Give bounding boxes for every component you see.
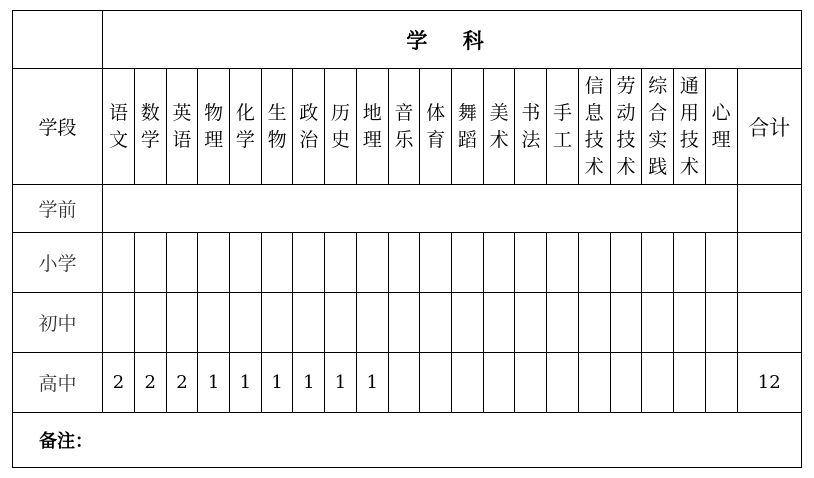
subject-header: 手 工	[547, 69, 579, 185]
value-cell	[642, 233, 674, 293]
value-cell	[483, 353, 515, 413]
value-cell: 2	[166, 353, 198, 413]
value-cell	[547, 353, 579, 413]
subject-header: 地 理	[356, 69, 388, 185]
value-cell	[388, 293, 420, 353]
value-cell	[293, 233, 325, 293]
value-cell	[483, 293, 515, 353]
subject-header: 信 息 技 术	[578, 69, 610, 185]
table-row	[13, 185, 802, 233]
value-cell	[388, 233, 420, 293]
value-cell	[674, 293, 706, 353]
value-cell	[325, 233, 357, 293]
total-header: 合计	[737, 69, 802, 185]
value-cell: 1	[293, 353, 325, 413]
value-cell	[705, 293, 737, 353]
stage-cell: 小学	[13, 233, 103, 293]
value-cell	[610, 353, 642, 413]
value-cell: 1	[325, 353, 357, 413]
value-cell: 1	[230, 353, 262, 413]
stage-cell: 高中	[13, 353, 103, 413]
value-cell	[515, 293, 547, 353]
subject-header: 语 文	[103, 69, 135, 185]
value-cell	[642, 293, 674, 353]
value-cell	[103, 293, 135, 353]
value-cell	[547, 233, 579, 293]
subject-header: 通 用 技 术	[674, 69, 706, 185]
value-cell	[420, 293, 452, 353]
merged-cell	[103, 185, 737, 233]
subject-header: 化 学	[230, 69, 262, 185]
subject-header: 生 物	[261, 69, 293, 185]
value-cell	[103, 233, 135, 293]
value-cell	[578, 353, 610, 413]
value-cell	[578, 233, 610, 293]
value-cell	[610, 233, 642, 293]
subject-table	[12, 10, 802, 468]
table-row	[13, 233, 802, 293]
value-cell: 2	[103, 353, 135, 413]
value-cell	[134, 233, 166, 293]
value-cell: 1	[261, 353, 293, 413]
value-cell: 1	[356, 353, 388, 413]
value-cell	[547, 293, 579, 353]
corner-cell	[13, 11, 103, 69]
subject-header: 音 乐	[388, 69, 420, 185]
value-cell	[356, 293, 388, 353]
value-cell	[610, 293, 642, 353]
subject-header: 体 育	[420, 69, 452, 185]
table-row	[13, 353, 802, 413]
value-cell	[578, 293, 610, 353]
total-cell	[737, 185, 802, 233]
table-row	[13, 293, 802, 353]
value-cell: 2	[134, 353, 166, 413]
value-cell	[261, 233, 293, 293]
value-cell	[452, 293, 484, 353]
value-cell	[420, 233, 452, 293]
value-cell	[674, 233, 706, 293]
stage-cell: 初中	[13, 293, 103, 353]
value-cell	[293, 293, 325, 353]
value-cell	[452, 353, 484, 413]
value-cell	[166, 233, 198, 293]
value-cell	[674, 353, 706, 413]
value-cell	[420, 353, 452, 413]
subject-header: 数 学	[134, 69, 166, 185]
value-cell	[515, 233, 547, 293]
value-cell	[705, 353, 737, 413]
subject-header: 政 治	[293, 69, 325, 185]
subject-header: 书 法	[515, 69, 547, 185]
stage-cell: 学前	[13, 185, 103, 233]
total-cell	[737, 233, 802, 293]
value-cell	[388, 353, 420, 413]
value-cell	[230, 233, 262, 293]
value-cell	[261, 293, 293, 353]
value-cell	[198, 293, 230, 353]
value-cell	[230, 293, 262, 353]
value-cell	[134, 293, 166, 353]
value-cell	[515, 353, 547, 413]
value-cell: 1	[198, 353, 230, 413]
total-cell: 12	[737, 353, 802, 413]
value-cell	[452, 233, 484, 293]
value-cell	[166, 293, 198, 353]
value-cell	[642, 353, 674, 413]
subject-header: 心 理	[705, 69, 737, 185]
subject-header: 综 合 实 践	[642, 69, 674, 185]
total-cell	[737, 293, 802, 353]
subject-group-header: 学 科	[103, 11, 802, 69]
value-cell	[483, 233, 515, 293]
subject-header: 美 术	[483, 69, 515, 185]
stage-header: 学段	[13, 69, 103, 185]
note-cell: 备注：	[13, 413, 802, 468]
subject-header: 历 史	[325, 69, 357, 185]
value-cell	[198, 233, 230, 293]
value-cell	[356, 233, 388, 293]
subject-header: 舞 蹈	[452, 69, 484, 185]
value-cell	[325, 293, 357, 353]
value-cell	[705, 233, 737, 293]
subject-header: 英 语	[166, 69, 198, 185]
subject-header: 物 理	[198, 69, 230, 185]
subject-header: 劳 动 技 术	[610, 69, 642, 185]
